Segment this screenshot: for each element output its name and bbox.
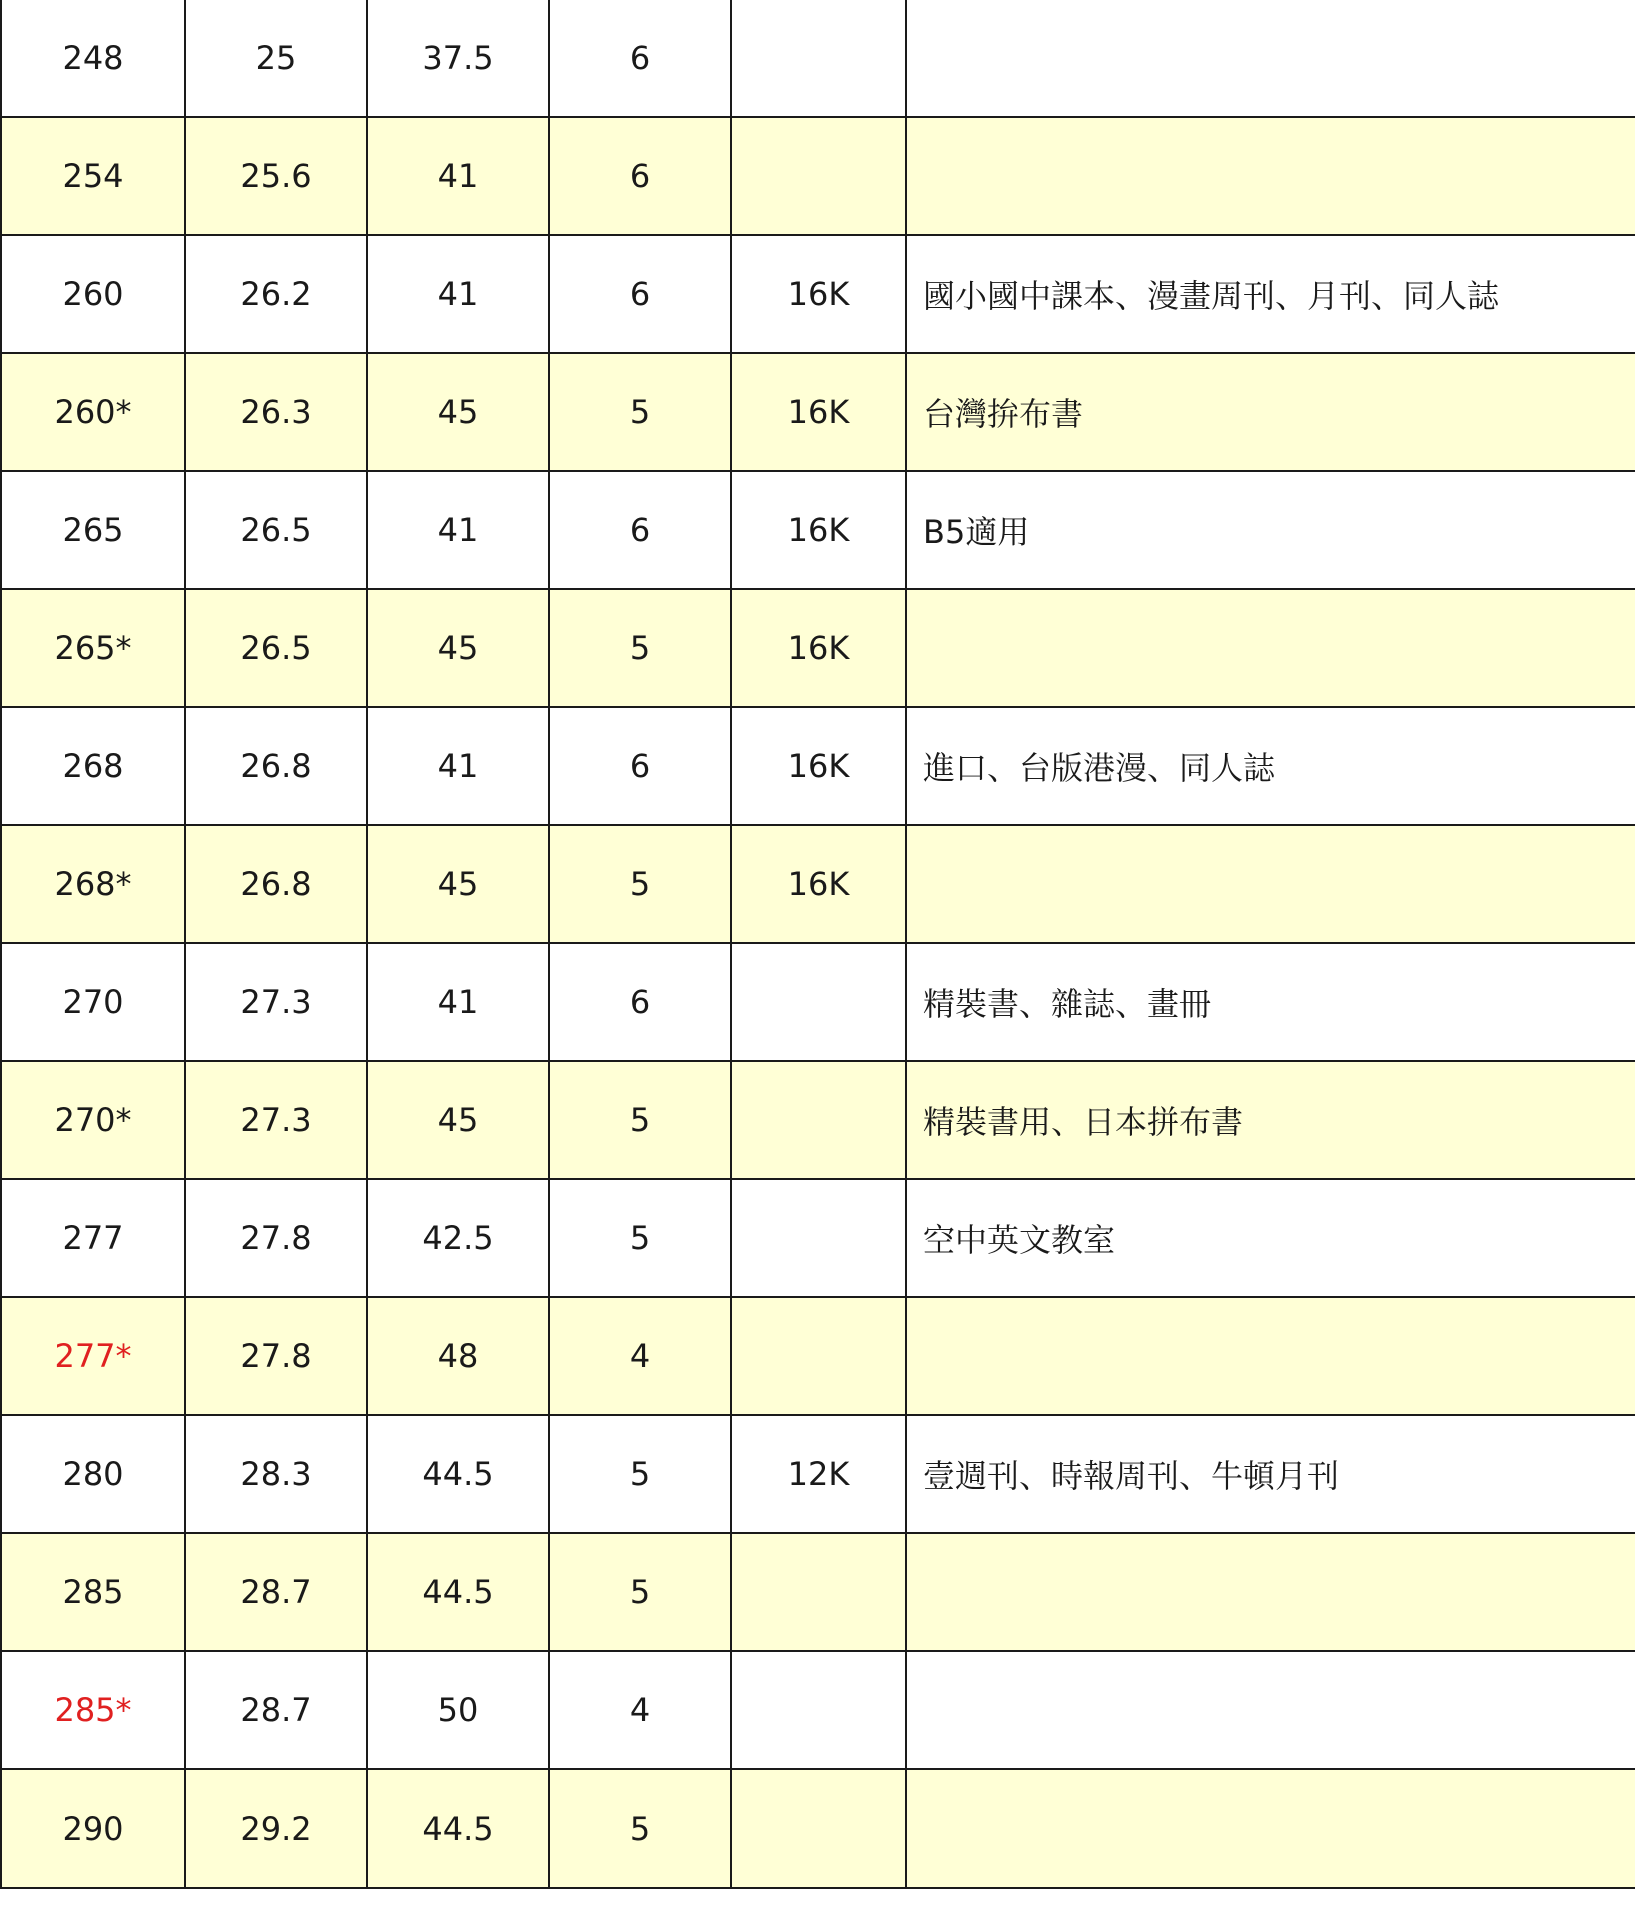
cell-width: 26.5 xyxy=(185,589,367,707)
cell-format xyxy=(731,1769,906,1888)
table-row xyxy=(1,1533,1635,1651)
cell-length: 44.5 xyxy=(367,1415,549,1533)
cell-width: 25.6 xyxy=(185,117,367,235)
cell-size: 277* xyxy=(1,1297,185,1415)
cell-width: 27.3 xyxy=(185,943,367,1061)
table-row xyxy=(1,0,1635,117)
cell-length: 41 xyxy=(367,943,549,1061)
cell-width: 28.7 xyxy=(185,1651,367,1769)
table-row xyxy=(1,1415,1635,1533)
cell-width: 28.3 xyxy=(185,1415,367,1533)
cell-size: 270 xyxy=(1,943,185,1061)
cell-count: 6 xyxy=(549,235,731,353)
cell-format xyxy=(731,117,906,235)
cell-size: 290 xyxy=(1,1769,185,1888)
cell-count: 6 xyxy=(549,471,731,589)
cell-usage: 進口、台版港漫、同人誌 xyxy=(906,707,1635,825)
cell-format xyxy=(731,1533,906,1651)
cell-size: 260* xyxy=(1,353,185,471)
cell-count: 5 xyxy=(549,1533,731,1651)
cell-format xyxy=(731,1297,906,1415)
cell-width: 26.8 xyxy=(185,707,367,825)
cell-size: 260 xyxy=(1,235,185,353)
cell-size: 285* xyxy=(1,1651,185,1769)
cell-size: 265 xyxy=(1,471,185,589)
cell-format xyxy=(731,1179,906,1297)
cell-width: 25 xyxy=(185,0,367,117)
cell-length: 44.5 xyxy=(367,1769,549,1888)
table-row xyxy=(1,707,1635,825)
table-row xyxy=(1,825,1635,943)
cell-format: 12K xyxy=(731,1415,906,1533)
cell-count: 5 xyxy=(549,589,731,707)
cell-count: 5 xyxy=(549,353,731,471)
cell-count: 5 xyxy=(549,1061,731,1179)
cell-size: 268 xyxy=(1,707,185,825)
cell-count: 6 xyxy=(549,943,731,1061)
table-row xyxy=(1,589,1635,707)
cell-format: 16K xyxy=(731,707,906,825)
cell-format: 16K xyxy=(731,589,906,707)
cell-length: 37.5 xyxy=(367,0,549,117)
cell-usage xyxy=(906,1769,1635,1888)
cell-length: 42.5 xyxy=(367,1179,549,1297)
cell-width: 28.7 xyxy=(185,1533,367,1651)
cell-width: 26.5 xyxy=(185,471,367,589)
cell-size: 277 xyxy=(1,1179,185,1297)
table-row xyxy=(1,117,1635,235)
table-row xyxy=(1,943,1635,1061)
cell-width: 27.3 xyxy=(185,1061,367,1179)
cell-length: 50 xyxy=(367,1651,549,1769)
table-row xyxy=(1,471,1635,589)
cell-usage: 精裝書、雜誌、畫冊 xyxy=(906,943,1635,1061)
cell-format xyxy=(731,1651,906,1769)
table-row xyxy=(1,1769,1635,1888)
cell-count: 6 xyxy=(549,117,731,235)
cell-count: 6 xyxy=(549,707,731,825)
cell-count: 6 xyxy=(549,0,731,117)
cell-length: 45 xyxy=(367,1061,549,1179)
cell-format xyxy=(731,1061,906,1179)
table-row xyxy=(1,353,1635,471)
cell-count: 5 xyxy=(549,1415,731,1533)
cell-width: 26.8 xyxy=(185,825,367,943)
cell-usage xyxy=(906,117,1635,235)
cell-size: 268* xyxy=(1,825,185,943)
cell-count: 5 xyxy=(549,1769,731,1888)
cell-usage: 壹週刊、時報周刊、牛頓月刊 xyxy=(906,1415,1635,1533)
cell-size: 270* xyxy=(1,1061,185,1179)
cell-usage xyxy=(906,1651,1635,1769)
table-row xyxy=(1,1297,1635,1415)
cell-size: 254 xyxy=(1,117,185,235)
cell-width: 27.8 xyxy=(185,1179,367,1297)
table-row xyxy=(1,1179,1635,1297)
cell-width: 29.2 xyxy=(185,1769,367,1888)
cell-length: 45 xyxy=(367,589,549,707)
cell-size: 248 xyxy=(1,0,185,117)
cell-length: 44.5 xyxy=(367,1533,549,1651)
table-row xyxy=(1,235,1635,353)
cell-format xyxy=(731,0,906,117)
cell-usage xyxy=(906,1533,1635,1651)
table-row xyxy=(1,1061,1635,1179)
cell-length: 45 xyxy=(367,825,549,943)
cell-length: 41 xyxy=(367,707,549,825)
cell-length: 45 xyxy=(367,353,549,471)
cell-usage xyxy=(906,0,1635,117)
cell-format: 16K xyxy=(731,353,906,471)
cell-count: 4 xyxy=(549,1297,731,1415)
cell-usage: 台灣拚布書 xyxy=(906,353,1635,471)
cell-width: 26.3 xyxy=(185,353,367,471)
cell-format: 16K xyxy=(731,471,906,589)
cell-usage: B5適用 xyxy=(906,471,1635,589)
cell-format: 16K xyxy=(731,235,906,353)
table-row xyxy=(1,1651,1635,1769)
cell-usage xyxy=(906,1297,1635,1415)
cell-length: 41 xyxy=(367,117,549,235)
cell-usage xyxy=(906,589,1635,707)
cell-size: 265* xyxy=(1,589,185,707)
cell-count: 5 xyxy=(549,1179,731,1297)
cell-usage: 國小國中課本、漫畫周刊、月刊、同人誌 xyxy=(906,235,1635,353)
cell-format: 16K xyxy=(731,825,906,943)
cell-size: 285 xyxy=(1,1533,185,1651)
cell-width: 26.2 xyxy=(185,235,367,353)
cell-count: 4 xyxy=(549,1651,731,1769)
cell-length: 41 xyxy=(367,471,549,589)
cell-width: 27.8 xyxy=(185,1297,367,1415)
cell-length: 41 xyxy=(367,235,549,353)
cell-size: 280 xyxy=(1,1415,185,1533)
cell-usage xyxy=(906,825,1635,943)
cell-length: 48 xyxy=(367,1297,549,1415)
cell-usage: 空中英文教室 xyxy=(906,1179,1635,1297)
cell-format xyxy=(731,943,906,1061)
cell-usage: 精裝書用、日本拼布書 xyxy=(906,1061,1635,1179)
cell-count: 5 xyxy=(549,825,731,943)
